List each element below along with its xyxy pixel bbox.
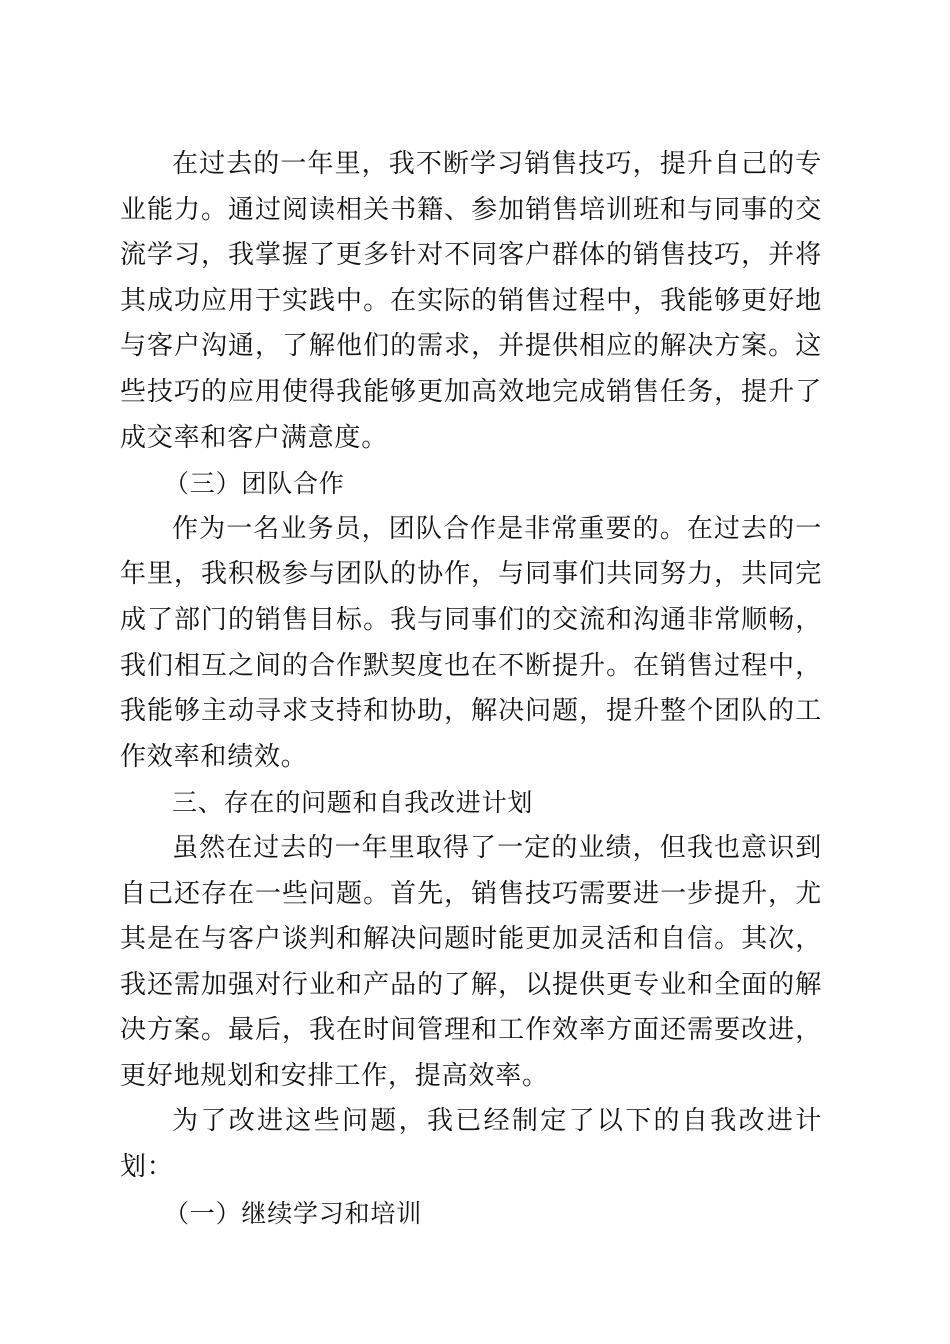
paragraph-improvement-intro: 为了改进这些问题，我已经制定了以下的自我改进计划： xyxy=(120,1106,822,1183)
paragraph-sales-skills: 在过去的一年里，我不断学习销售技巧，提升自己的专业能力。通过阅读相关书籍、参加销售培训班和与同事的交流学习，我掌握了更多针对不同客户群体的销售技巧，并将其成功应用于实践中。在实际的销售过程中，我能够更好地与客户沟通，了解他们的需求，并提供相应的解决方案。这些技巧的应用使得我能够更加高效地完成销售任务，提升了成交率和客户满意度。 xyxy=(120,149,822,453)
section-heading-problems-plan: 三、存在的问题和自我改进计划 xyxy=(172,788,534,818)
subheading-team-cooperation: （三）团队合作 xyxy=(164,469,345,499)
paragraph-problems: 虽然在过去的一年里取得了一定的业绩，但我也意识到自己还存在一些问题。首先，销售技巧需要进一步提升，尤其是在与客户谈判和解决问题时能更加灵活和自信。其次，我还需加强对行业和产品的了解，以提供更专业和全面的解决方案。最后，我在时间管理和工作效率方面还需要改进，更好地规划和安排工作，提高效率。 xyxy=(120,832,822,1091)
paragraph-team-cooperation: 作为一名业务员，团队合作是非常重要的。在过去的一年里，我积极参与团队的协作，与同事们共同努力，共同完成了部门的销售目标。我与同事们的交流和沟通非常顺畅，我们相互之间的合作默契度也在不断提升。在销售过程中，我能够主动寻求支持和协助，解决问题，提升整个团队的工作效率和绩效。 xyxy=(120,513,822,772)
subheading-continue-learning: （一）继续学习和培训 xyxy=(164,1198,423,1228)
document-body xyxy=(120,142,822,1236)
